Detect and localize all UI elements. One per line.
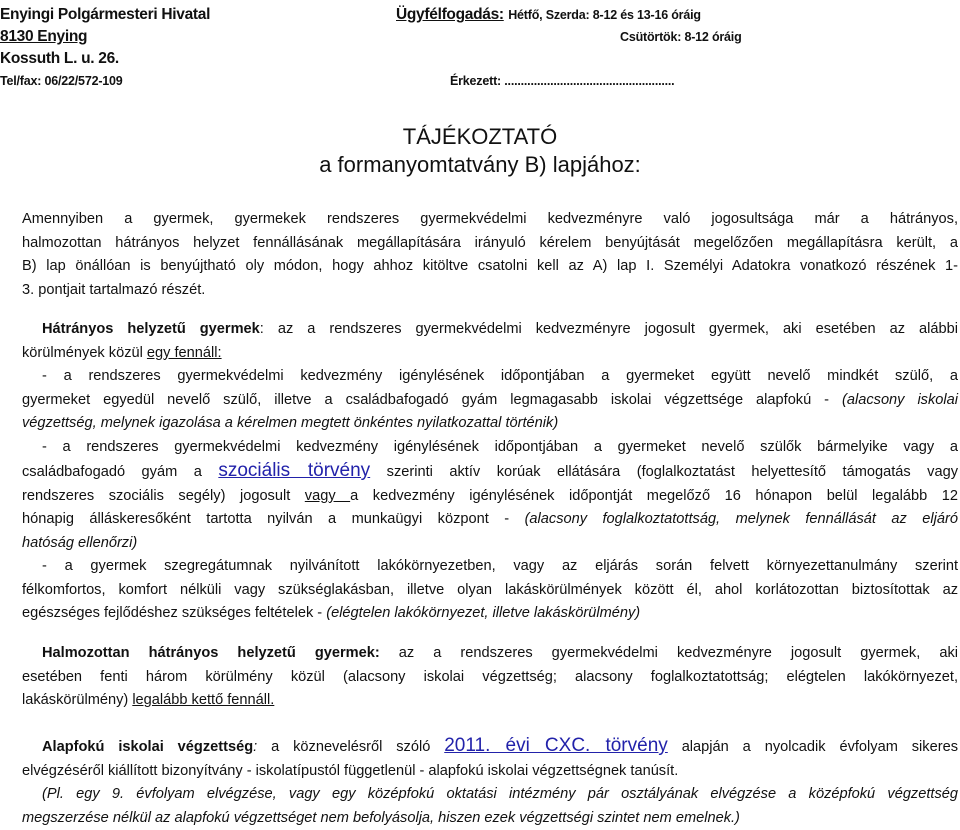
criterion-1: - a rendszeres gyermekvédelmi kedvezmény igénylésének időpontjában a gyermeket együtt nevelő mindkét szülő, a xyxy=(22,365,958,389)
received-field: Érkezett: .................................................... xyxy=(450,70,674,92)
criterion-2: hatóság ellenőrzi) xyxy=(22,532,958,556)
def-line xyxy=(22,342,958,366)
def-italic: (alacsony iskolai xyxy=(842,392,958,408)
criterion-2 xyxy=(22,485,958,509)
def-text-underlined: egy fennáll: xyxy=(147,345,222,361)
def-text: lakáskörülmény) xyxy=(22,692,132,708)
term-disadvantaged: Hátrányos helyzetű gyermek xyxy=(42,321,260,337)
office-hours xyxy=(396,4,701,26)
def-text: alapján a nyolcadik évfolyam sikeres xyxy=(668,739,958,755)
office-street: Kossuth L. u. 26. xyxy=(0,48,119,70)
office-telfax: Tel/fax: 06/22/572-109 xyxy=(0,70,123,92)
term-basic: Alapfokú iskolai végzettség xyxy=(42,739,253,755)
def-text: az a rendszeres gyermekvédelmi kedvezményre jogosult gyermek, aki xyxy=(380,645,958,661)
intro-line: halmozottan hátrányos helyzet fennállásának megállapítására irányuló kérelem benyújtását megelőzően megállapításra került, a xyxy=(22,232,958,256)
def-text: : az a rendszeres gyermekvédelmi kedvezményre jogosult gyermek, aki esetében az alábbi xyxy=(260,321,958,337)
def-text: a köznevelésről szóló xyxy=(257,739,444,755)
def-text: körülmények közül xyxy=(22,345,147,361)
education-law-link[interactable]: 2011. évi CXC. törvény xyxy=(444,735,668,756)
office-name: Enyingi Polgármesteri Hivatal xyxy=(0,4,210,26)
social-law-link[interactable]: szociális törvény xyxy=(218,460,370,481)
def-text: rendszeres szociális segély) jogosult xyxy=(22,488,305,504)
criterion-3 xyxy=(22,602,958,626)
intro-line: 3. pontjait tartalmazó részét. xyxy=(22,279,958,303)
intro-line: B) lap önállóan is benyújtható oly módon, hogy ahhoz kitöltve csatolni kell az A) lap I. Személyi Adatokra vonatkozó részének 1- xyxy=(22,255,958,279)
def-italic: : xyxy=(253,739,257,755)
disadvantaged-definition xyxy=(22,318,958,626)
criterion-2 xyxy=(22,459,958,485)
term-multiple: Halmozottan hátrányos helyzetű gyermek: xyxy=(42,645,380,661)
criterion-3: - a gyermek szegregátumnak nyilvánított lakókörnyezetben, vagy az eljárás során felvett környezettanulmány szerint xyxy=(22,555,958,579)
def-text: egészséges fejlődéshez szükséges feltételek - xyxy=(22,605,326,621)
def-italic: (alacsony foglalkoztatottság, melynek fennállását az eljáró xyxy=(525,511,958,527)
criterion-1 xyxy=(22,389,958,413)
office-postal: 8130 Enying xyxy=(0,26,87,48)
def-line xyxy=(22,318,958,342)
multiple-definition xyxy=(22,642,958,713)
basic-line: elvégzéséről kiállított bizonyítvány - iskolatípustól függetlenül - alapfokú iskolai végzettségnek tanúsít. xyxy=(22,760,958,784)
criterion-2 xyxy=(22,508,958,532)
criterion-3: félkomfortos, komfort nélküli vagy szükséglakásban, illetve olyan lakáskörülmények között él, ahol korlátozottan biztosítottak az xyxy=(22,579,958,603)
def-text: hónapig álláskeresőként tartotta nyilván a munkaügyi központ - xyxy=(22,511,525,527)
basic-example: megszerzése nélkül az alapfokú végzettséget nem befolyásolja, hiszen ezek végzettségi szintet nem emelnek.) xyxy=(22,807,958,830)
def-text-underlined: vagy xyxy=(305,488,350,504)
hours-line-2: Csütörtök: 8-12 óráig xyxy=(620,26,742,48)
basic-example: (Pl. egy 9. évfolyam elvégzése, vagy egy középfokú oktatási intézmény pár osztályának elvégzése a középfokú végzettség xyxy=(22,783,958,807)
intro-line: Amennyiben a gyermek, gyermekek rendszeres gyermekvédelmi kedvezményre való jogosultsága már a hátrányos, xyxy=(22,208,958,232)
def-text: gyermeket egyedül nevelő szülő, illetve a családbafogadó gyám legmagasabb iskolai végzettsége alapfokú - xyxy=(22,392,842,408)
def-italic: (elégtelen lakókörnyezet, illetve lakáskörülmény) xyxy=(326,605,640,621)
multiple-line: esetében fenti három körülmény közül (alacsony iskolai végzettség; alacsony foglalkoztatottság; elégtelen lakókörnyezet, xyxy=(22,666,958,690)
criterion-1: végzettség, melynek igazolása a kérelmen megtett önkéntes nyilatkozattal történik) xyxy=(22,412,958,436)
def-text: családbafogadó gyám a xyxy=(22,464,218,480)
basic-education-definition xyxy=(22,734,958,830)
doc-title: TÁJÉKOZTATÓ xyxy=(0,122,960,152)
basic-line xyxy=(22,734,958,760)
def-text-underlined: legalább kettő fennáll. xyxy=(132,692,274,708)
doc-subtitle: a formanyomtatvány B) lapjához: xyxy=(0,150,960,180)
multiple-line xyxy=(22,642,958,666)
multiple-line xyxy=(22,689,958,713)
criterion-2: - a rendszeres gyermekvédelmi kedvezmény igénylésének időpontjában a gyermeket nevelő szülők bármelyike vagy a xyxy=(22,436,958,460)
intro-paragraph xyxy=(22,208,958,302)
def-text: szerinti aktív korúak ellátására (foglalkoztatást helyettesítő támogatás vagy xyxy=(370,464,958,480)
def-text: a kedvezmény igénylésének időpontját megelőző 16 hónapon belül legalább 12 xyxy=(350,488,958,504)
hours-line-1: Hétfő, Szerda: 8-12 és 13-16 óráig xyxy=(508,8,701,22)
hours-label: Ügyfélfogadás: xyxy=(396,6,504,23)
